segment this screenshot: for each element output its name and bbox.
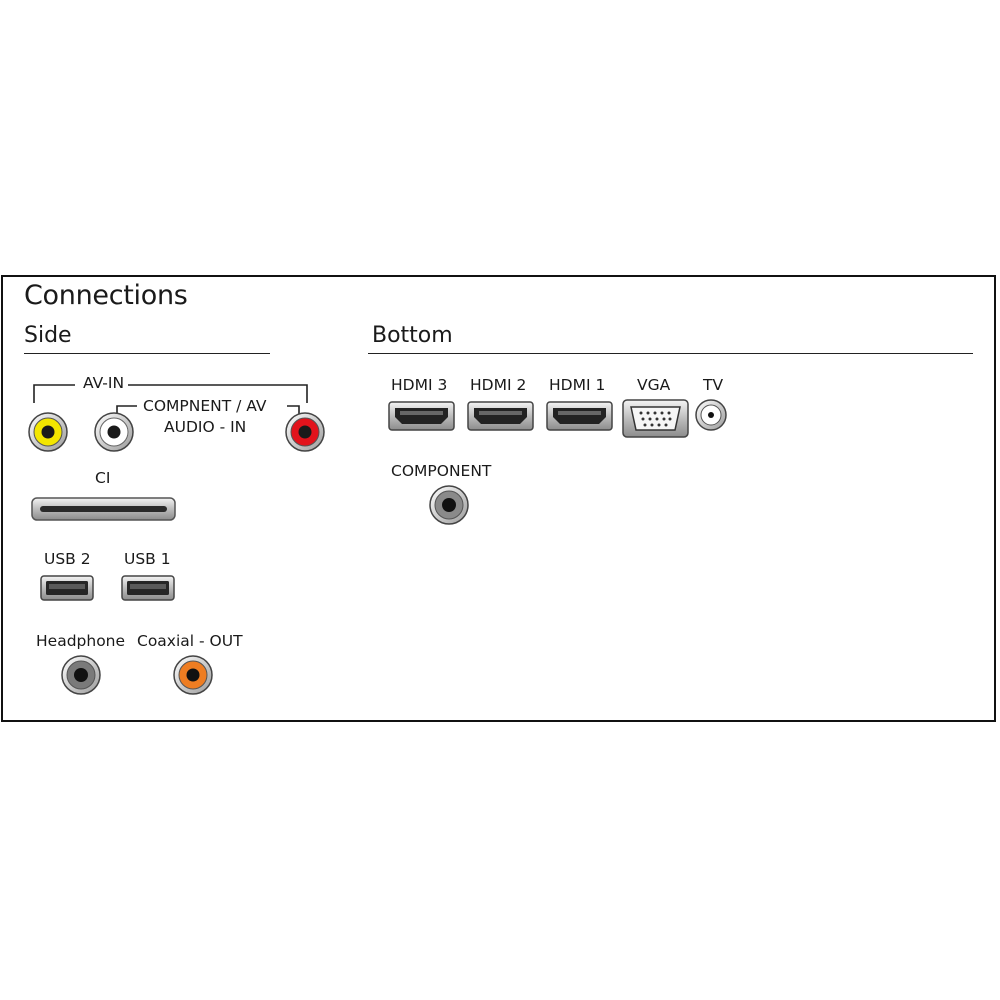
tv-label: TV: [703, 376, 724, 394]
rca-red-audio-jack: [286, 413, 324, 451]
component-jack: [430, 486, 468, 524]
hdmi2-port: [468, 402, 533, 430]
section-bottom-heading: Bottom: [372, 323, 453, 348]
usb2-port: [41, 576, 93, 600]
section-side-heading: Side: [24, 323, 72, 348]
rca-yellow-video-jack: [29, 413, 67, 451]
headphone-label: Headphone: [36, 632, 126, 650]
hdmi1-port: [547, 402, 612, 430]
headphone-jack: [62, 656, 100, 694]
page-title: Connections: [24, 280, 188, 311]
hdmi3-port: [389, 402, 454, 430]
tv-antenna-port: [696, 400, 726, 430]
vga-label: VGA: [637, 376, 671, 394]
usb1-label: USB 1: [124, 550, 171, 568]
rca-white-audio-jack: [95, 413, 133, 451]
coaxial-out-label: Coaxial - OUT: [137, 632, 243, 650]
vga-port: [623, 400, 688, 437]
av-in-label: AV-IN: [83, 374, 125, 392]
component-label: COMPONENT: [391, 462, 492, 480]
usb1-port: [122, 576, 174, 600]
ci-slot: [32, 498, 175, 520]
hdmi2-label: HDMI 2: [470, 376, 527, 394]
component-av-label: COMPNENT / AV: [143, 397, 267, 415]
hdmi1-label: HDMI 1: [549, 376, 606, 394]
ci-label: CI: [95, 469, 111, 487]
usb2-label: USB 2: [44, 550, 91, 568]
av-in-bracket: [34, 385, 307, 403]
audio-in-label: AUDIO - IN: [164, 418, 247, 436]
hdmi3-label: HDMI 3: [391, 376, 448, 394]
coaxial-out-jack: [174, 656, 212, 694]
audio-in-bracket: [117, 406, 299, 417]
